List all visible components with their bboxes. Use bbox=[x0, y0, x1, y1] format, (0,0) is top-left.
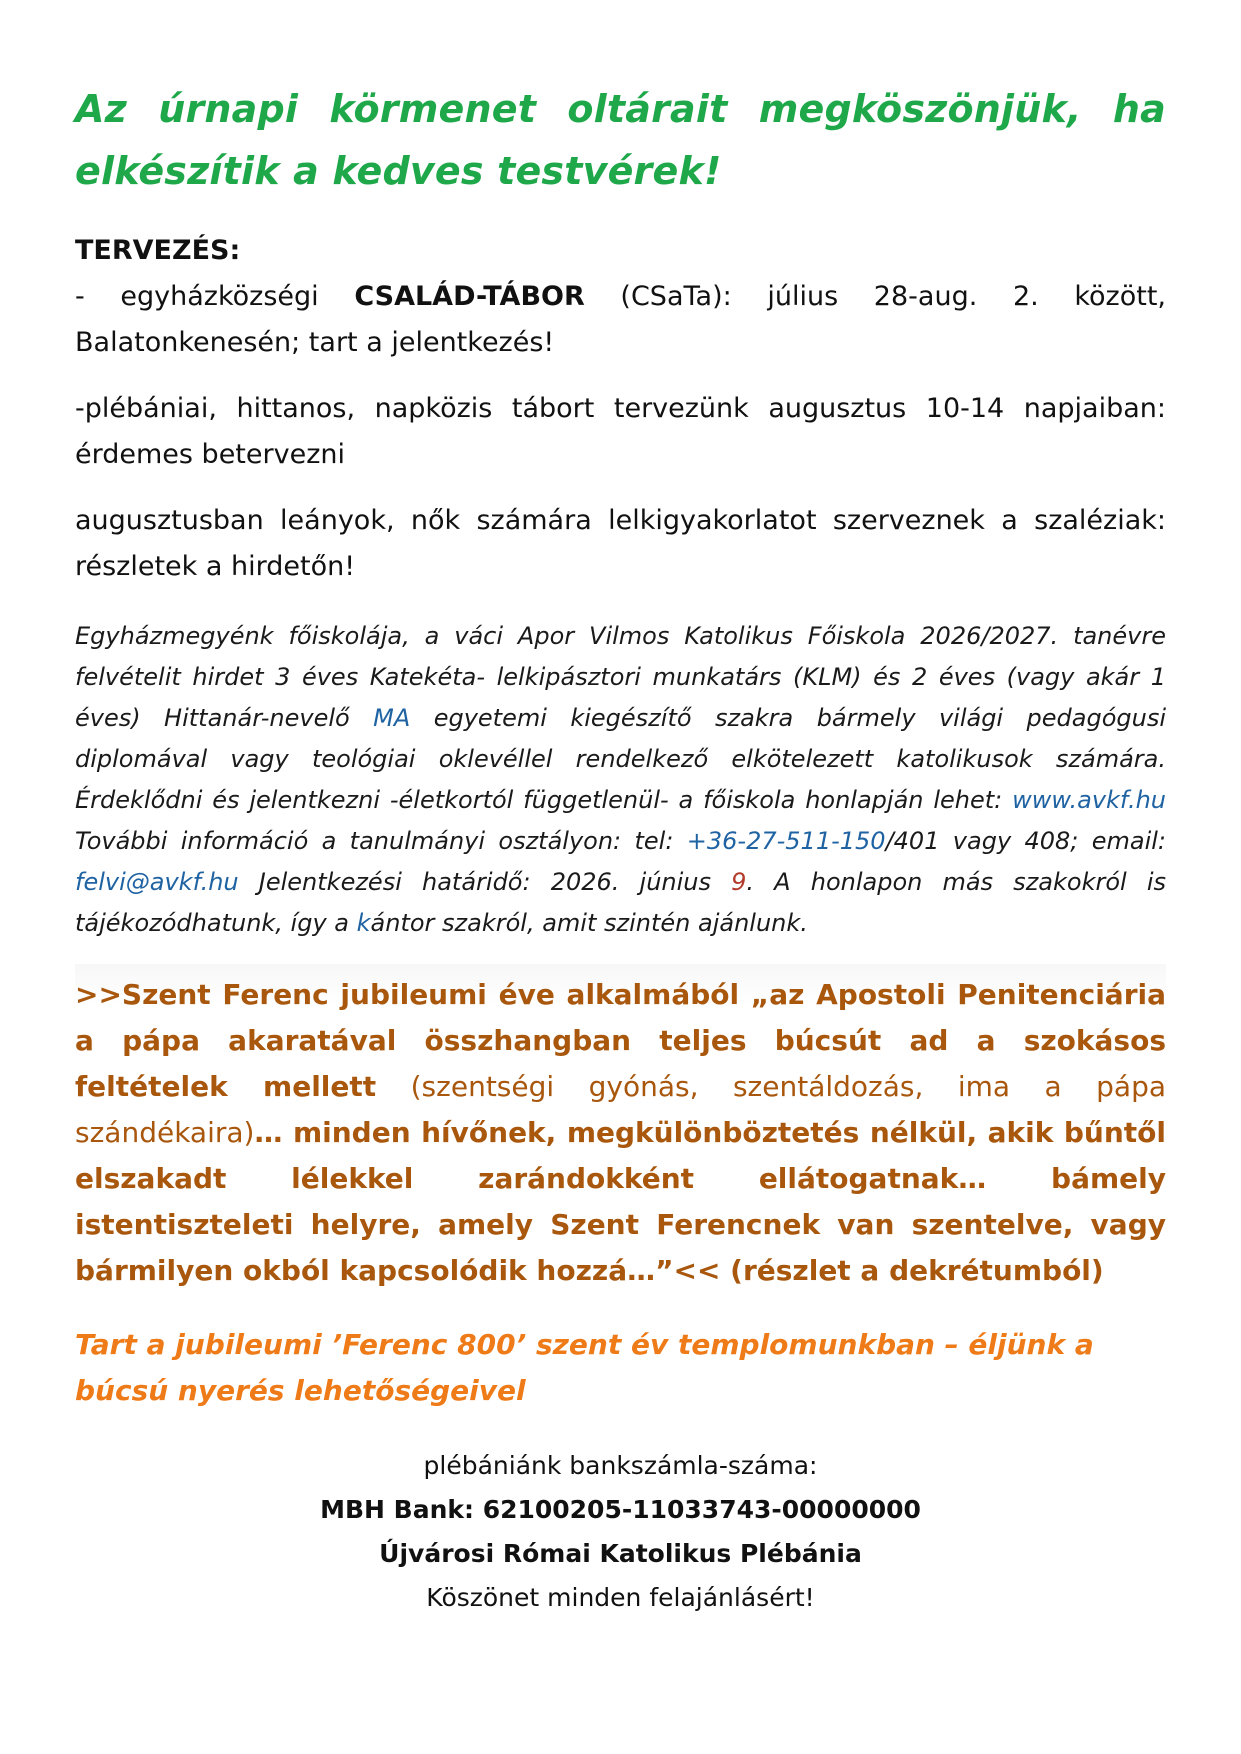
email-link[interactable]: felvi@avkf.hu bbox=[75, 868, 239, 896]
camp-details: (CSaTa): július 28-aug. 2. között, Balatonkenesén; tart a jelentkezés! bbox=[75, 281, 1167, 358]
bank-holder: Újvárosi Római Katolikus Plébánia bbox=[379, 1539, 862, 1568]
college-text-6: . A honlapon más szakokról is tájékozódhatunk, így a bbox=[75, 868, 1166, 937]
bank-label: plébániánk bankszámla-száma: bbox=[423, 1451, 818, 1480]
bank-info bbox=[75, 1444, 1166, 1620]
jubilee-decree bbox=[75, 964, 1166, 1294]
headline: Az úrnapi körmenet oltárait megköszönjük, ha elkészítik a kedves testvérek! bbox=[75, 87, 1166, 193]
college-text-5: Jelentkezési határidő: 2026. június bbox=[238, 868, 732, 896]
college-text-4: /401 vagy 408; email: bbox=[885, 827, 1167, 855]
jubilee-year-note: Tart a jubileumi ’Ferenc 800’ szent év templomunkban – éljünk a búcsú nyerés lehetőségeivel bbox=[75, 1328, 1094, 1407]
bank-thanks: Köszönet minden felajánlásért! bbox=[426, 1583, 815, 1612]
college-text-7: ántor szakról, amit szintén ajánlunk. bbox=[370, 909, 808, 937]
camp-name: CSALÁD-TÁBOR bbox=[354, 281, 585, 312]
jubilee-part-3: … minden hívőnek, megkülönböztetés nélkül, akik bűntől elszakadt lélekkel zarándokként ellátogatnak… bámely istentiszteleti helyre, amely Szent Ferencnek van szentelve, vagy bármilyen okból kapcsolódik hozzá…”<< (részlet a dekrétumból) bbox=[75, 1116, 1166, 1287]
parish-camp: -plébániai, hittanos, napközis tábort tervezünk augusztus 10-14 napjaiban: érdemes betervezni bbox=[75, 393, 1166, 470]
college-text-3: További információ a tanulmányi osztályon: tel: bbox=[75, 827, 687, 855]
deadline-day: 9 bbox=[731, 868, 747, 896]
website-link[interactable]: www.avkf.hu bbox=[1012, 786, 1166, 814]
ma-link[interactable]: MA bbox=[373, 704, 411, 732]
planning-title: TERVEZÉS: bbox=[75, 235, 241, 266]
retreat-notice: augusztusban leányok, nők számára lelkigyakorlatot szerveznek a szaléziak: részletek a hirdetőn! bbox=[75, 505, 1166, 582]
bank-account: MBH Bank: 62100205-11033743-00000000 bbox=[320, 1495, 921, 1524]
bulletin-page bbox=[75, 78, 1166, 1620]
college-text-1: Egyházmegyénk főiskolája, a váci Apor Vilmos Katolikus Főiskola 2026/2027. tanévre felvételit hirdet 3 éves Katekéta- lelkipásztori munkatárs (KLM) és 2 éves (vagy akár 1 éves) Hittanár-nevelő bbox=[75, 622, 1166, 732]
planning-section bbox=[75, 228, 1166, 590]
college-notice bbox=[75, 616, 1166, 944]
cantor-k: k bbox=[356, 909, 371, 937]
college-text-2: egyetemi kiegészítő szakra bármely világi pedagógusi diplomával vagy teológiai oklevéllel rendelkező elkötelezett katolikusok számára. Érdeklődni és jelentkezni -életkortól függetlenül- a főiskola honlapján lehet: bbox=[75, 704, 1167, 814]
jubilee-part-1: >>Szent Ferenc jubileumi éve alkalmából „az Apostoli Penitenciária a pápa akaratával összhangban teljes búcsút ad a szokásos feltételek mellett bbox=[75, 978, 1166, 1103]
jubilee-conditions: (szentségi gyónás, szentáldozás, ima a pápa szándékaira) bbox=[75, 1070, 1166, 1149]
camp-prefix: - egyházközségi bbox=[75, 281, 355, 312]
phone-link[interactable]: +36-27-511-150 bbox=[686, 827, 886, 855]
